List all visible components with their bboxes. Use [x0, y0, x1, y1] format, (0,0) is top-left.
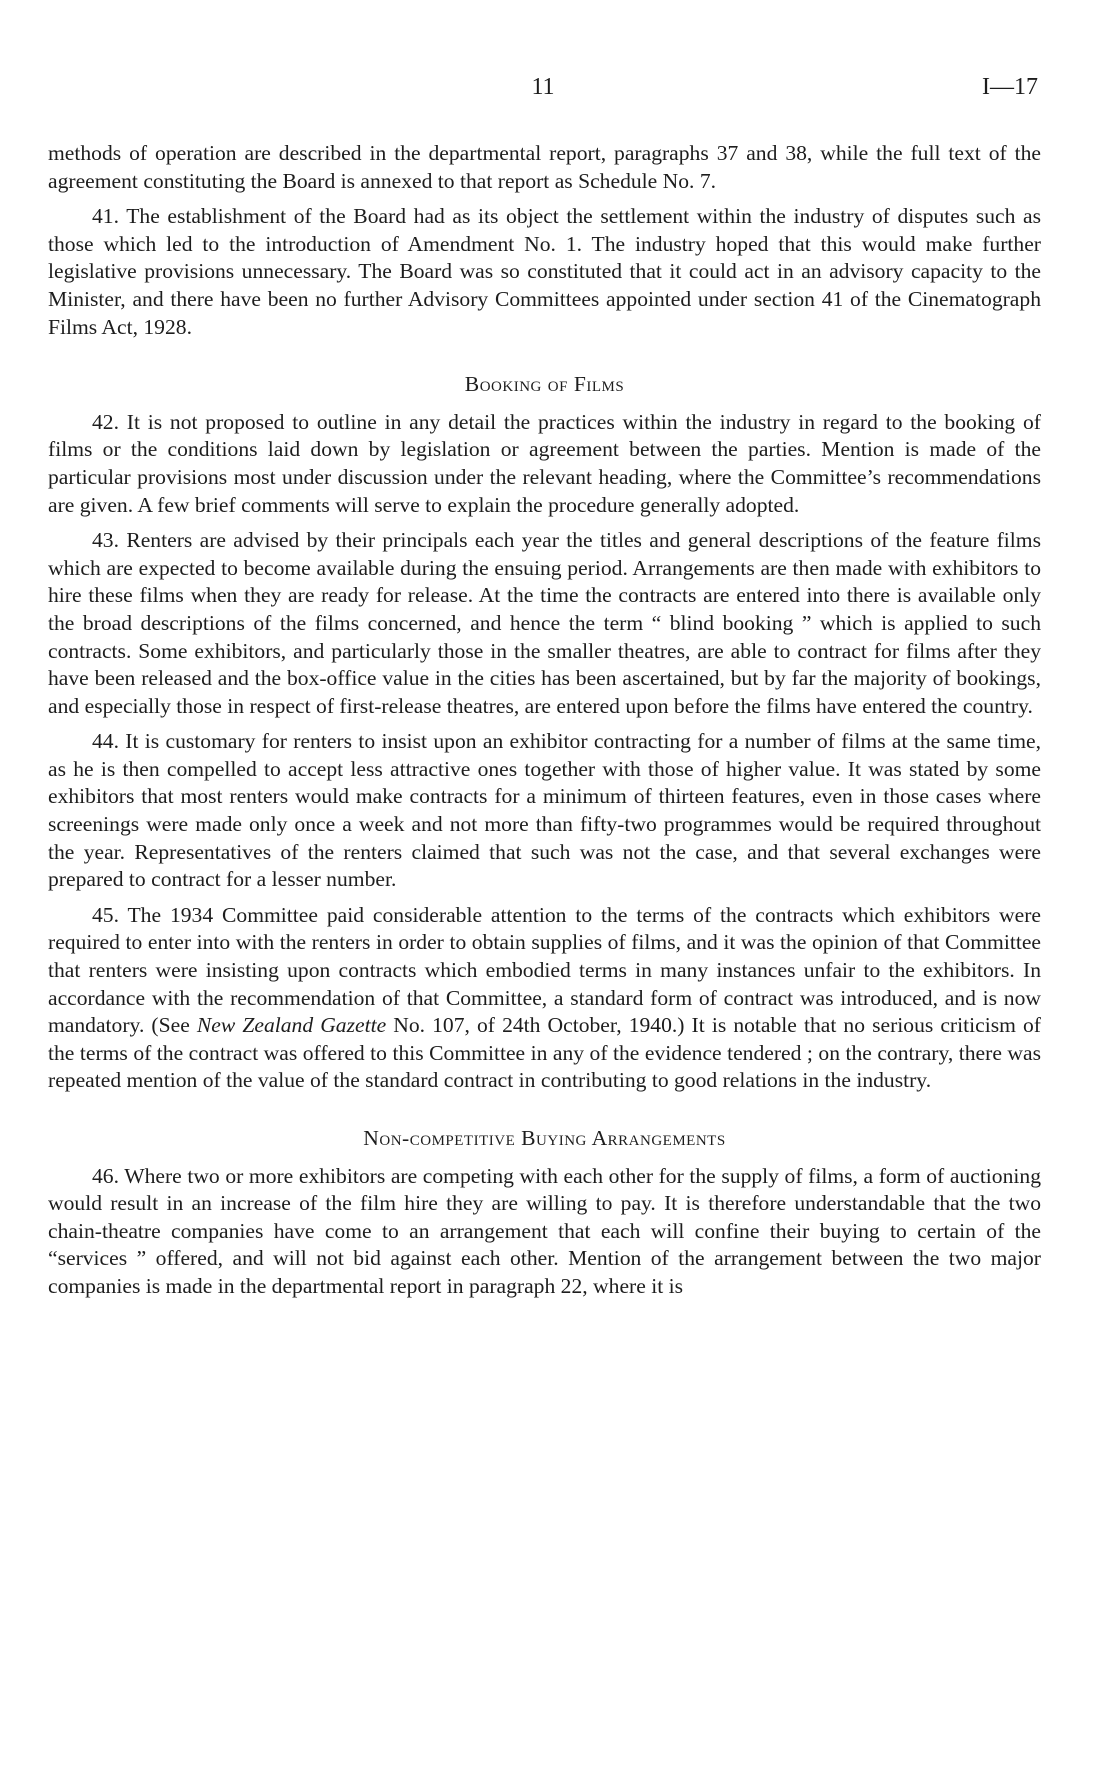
body-text	[48, 140, 1041, 1309]
paragraph-45	[48, 902, 1041, 1095]
document-reference: I—17	[982, 74, 1038, 100]
paragraph-continued: methods of operation are described in the departmental report, paragraphs 37 and 38, while the full text of the agreement constituting the Board is annexed to that report as Schedule No. 7.	[48, 141, 1041, 193]
paragraph-41: 41. The establishment of the Board had as its object the settlement within the industry of disputes such as those which led to the introduction of Amendment No. 1. The industry hoped that this would make further legislative provisions unnecessary. The Board was so constituted that it could act in an advisory capacity to the Minister, and there have been no further Advisory Committees appointed under section 41 of the Cinematograph Films Act, 1928.	[48, 204, 1041, 339]
paragraph-45-part-2: No. 107, of 24th October, 1940.) It is notable that no serious criticism of the terms of the contract was offered to this Committee in any of the evidence tendered ; on the contrary, there was repeated mention of the value of the standard contract in contributing to good relations in the industry.	[48, 1013, 1041, 1093]
page-number: 11	[531, 74, 555, 100]
paragraph-45-part-1: 45. The 1934 Committee paid considerable attention to the terms of the contracts which exhibitors were required to enter into with the renters in order to obtain supplies of films, and it was the opinion of that Committee that renters were insisting upon contracts which embodied terms in many instances unfair to the exhibitors. In accordance with the recommendation of that Committee, a standard form of contract was introduced, and is now mandatory. (See	[48, 902, 1041, 1038]
paragraph-46: 46. Where two or more exhibitors are competing with each other for the supply of films, a form of auctioning would result in an increase of the film hire they are willing to pay. It is therefore understandable that the two chain-theatre companies have come to an arrangement that each will confine their buying to certain of the “services ” offered, and will not bid against each other. Mention of the arrangement between the two major companies is made in the departmental report in paragraph 22, where it is	[48, 1163, 1041, 1298]
section-heading-non-competitive-buying: Non-competitive Buying Arrangements	[363, 1126, 726, 1150]
paragraph-43: 43. Renters are advised by their principals each year the titles and general descriptions of the feature films which are expected to become available during the ensuing period. Arrangements are then made with exhibitors to hire these films when they are ready for release. At the time the contracts are entered into there is available only the broad descriptions of the films concerned, and hence the term “ blind booking ” which is applied to such contracts. Some exhibitors, and particularly those in the smaller theatres, are able to contract for films after they have been released and the box-office value in the cities has been ascertained, but by far the majority of bookings, and especially those in respect of first-release theatres, are entered upon before the films have entered the country.	[48, 528, 1041, 718]
paragraph-42: 42. It is not proposed to outline in any detail the practices within the industry in regard to the booking of films or the conditions laid down by legislation or agreement between the parties. Mention is made of the particular provisions most under discussion under the relevant heading, where the Committee’s recommendations are given. A few brief comments will serve to explain the procedure generally adopted.	[48, 409, 1041, 517]
page-header	[48, 74, 1038, 108]
paragraph-44: 44. It is customary for renters to insist upon an exhibitor contracting for a number of films at the same time, as he is then compelled to accept less attractive ones together with those of higher value. It was stated by some exhibitors that most renters would make contracts for a minimum of thirteen features, even in those cases where screenings were made only once a week and not more than fifty-two programmes would be required throughout the year. Representatives of the renters claimed that such was not the case, and that several exchanges were prepared to contract for a lesser number.	[48, 729, 1041, 892]
gazette-title: New Zealand Gazette	[196, 1013, 387, 1038]
section-heading-booking-of-films: Booking of Films	[464, 372, 625, 397]
